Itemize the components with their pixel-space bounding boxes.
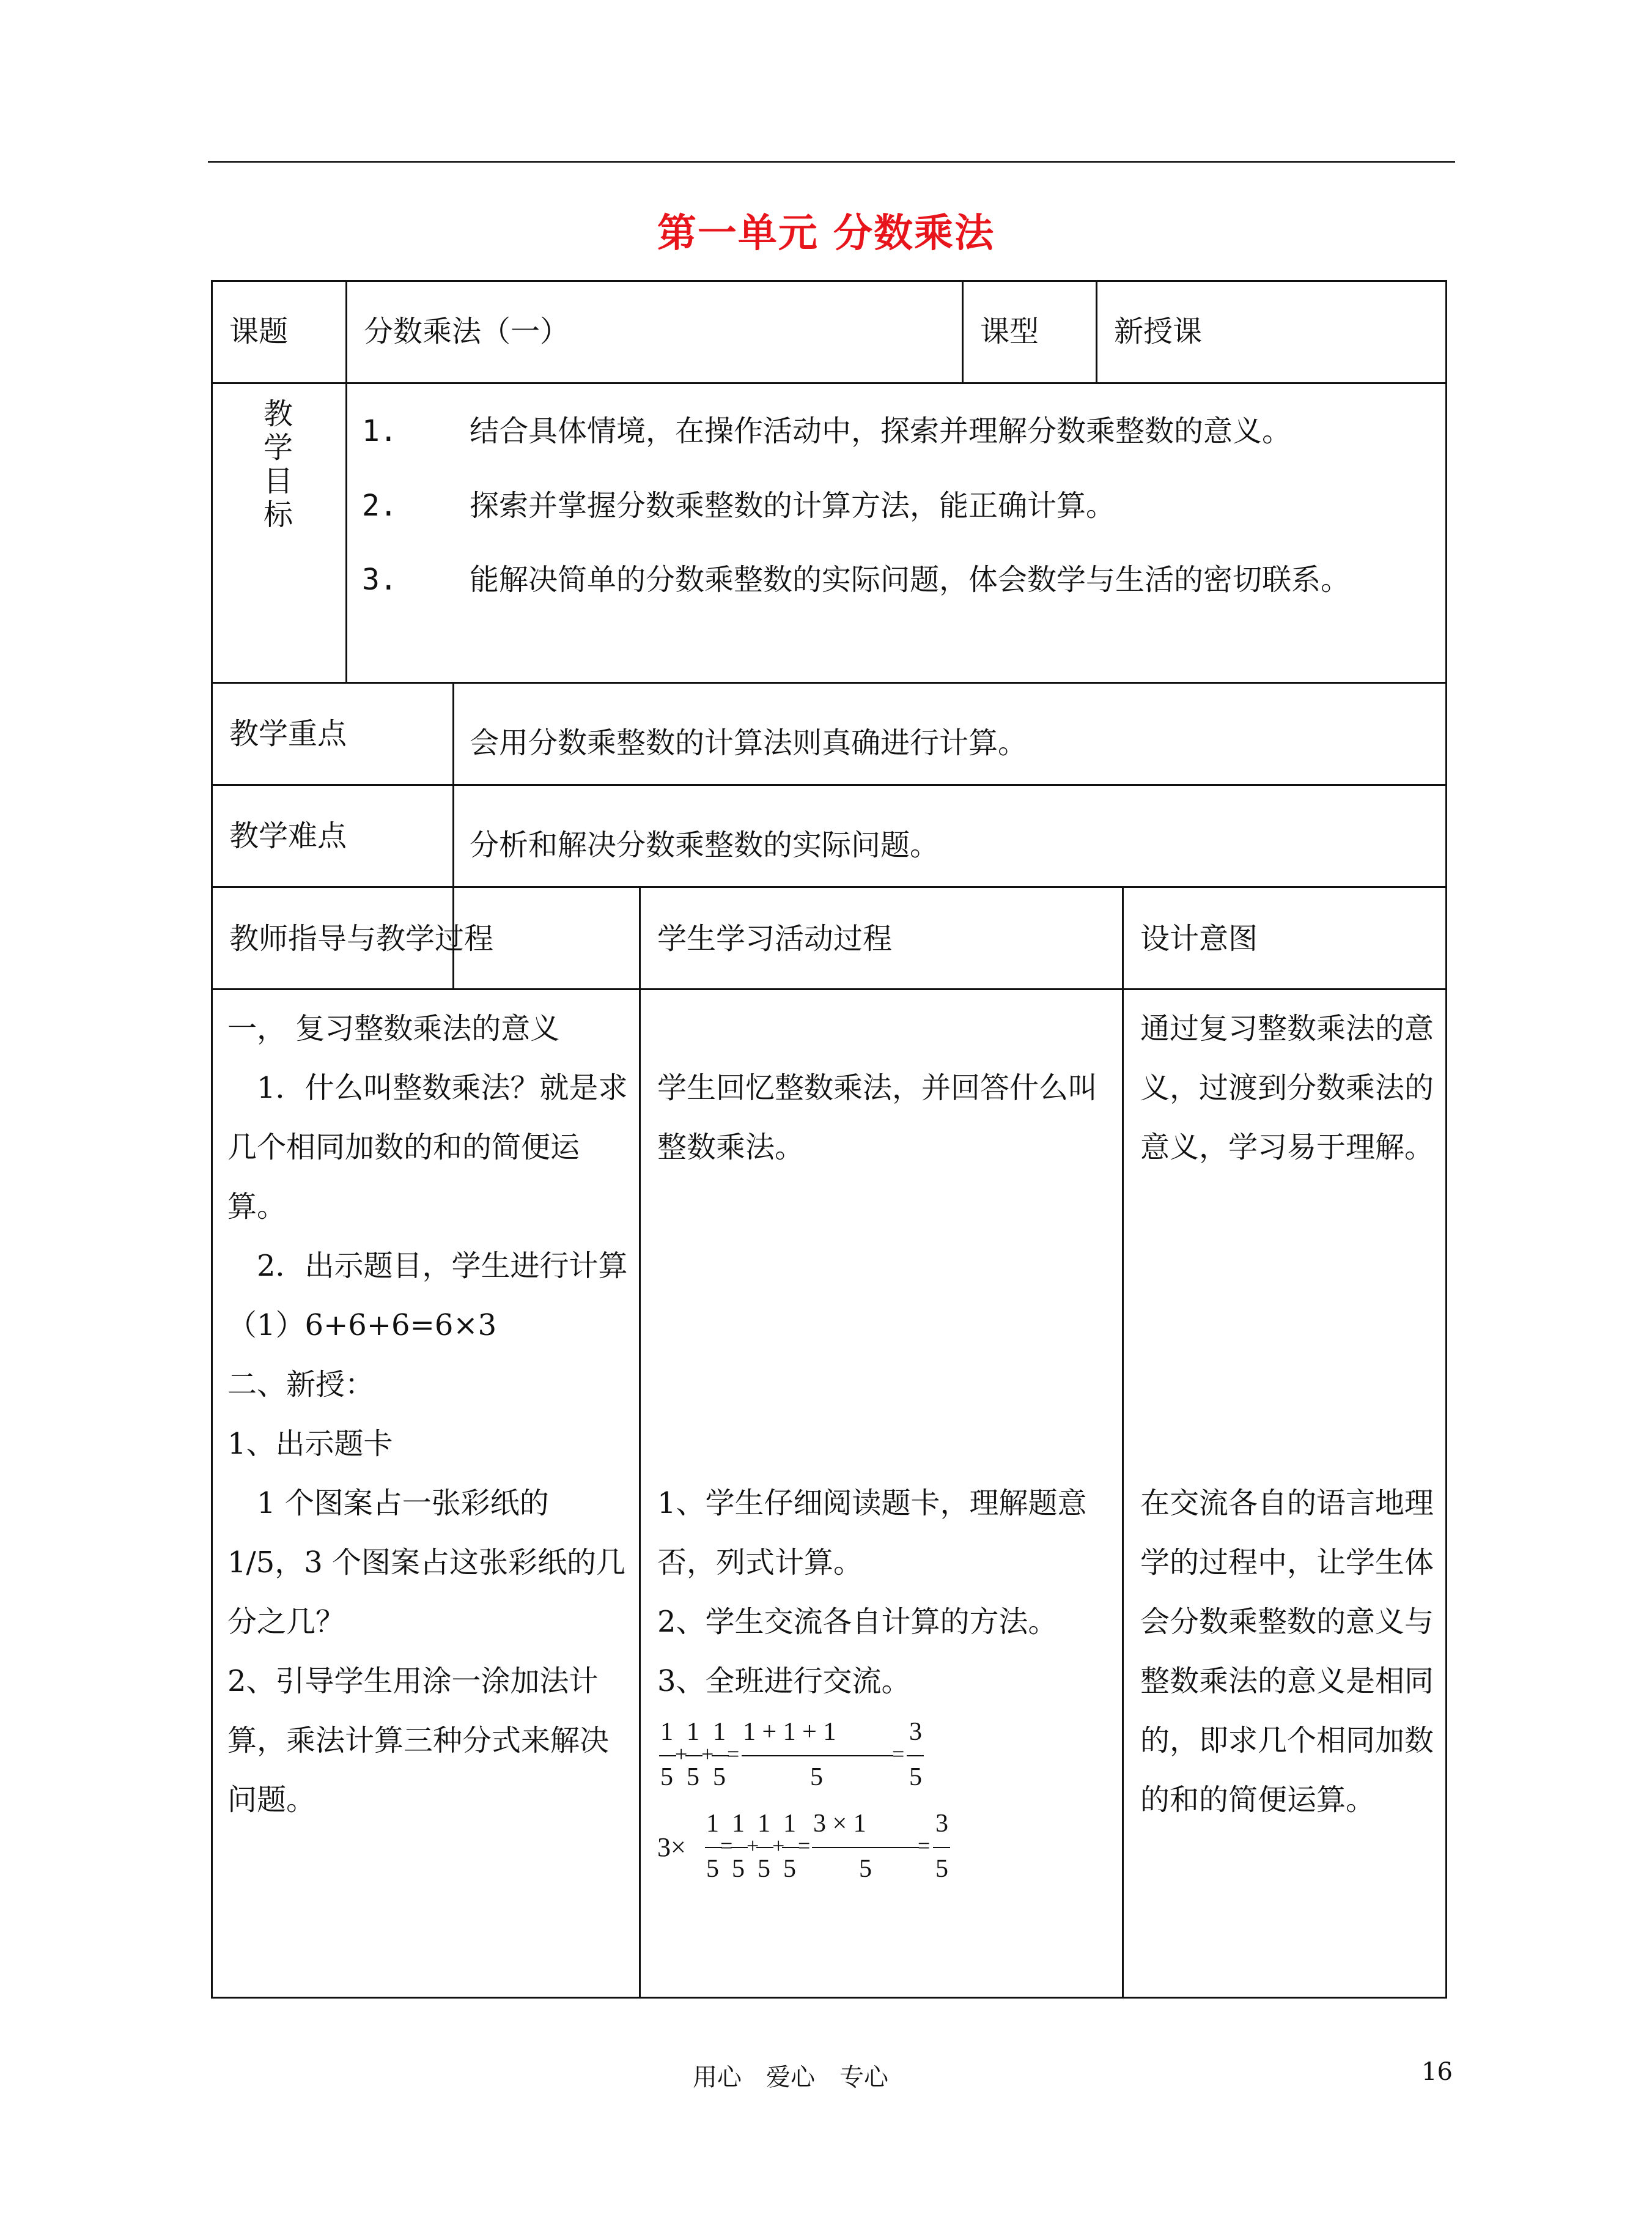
equals-sign: = [918,1833,931,1858]
fraction-numerator: 1 [783,1810,796,1838]
teacher-step: 1、出示题卡 [227,1427,393,1461]
table-rule [211,886,1447,888]
fraction-denominator: 5 [758,1855,770,1883]
fraction-bar [742,1755,893,1756]
fraction-bar [756,1847,773,1848]
fraction-bar [659,1755,676,1756]
teacher-step: 2、引导学生用涂一涂加法计算，乘法计算三种分式来解决问题。 [227,1664,610,1817]
fraction-denominator: 5 [859,1855,872,1883]
fraction-numerator: 1 [732,1810,745,1838]
student-step: 3、全班进行交流。 [657,1664,911,1698]
fraction-denominator: 5 [783,1855,796,1883]
addition-formula [657,1712,963,1810]
page-title: 第一单元 分数乘法 [657,210,995,256]
teacher-step: （1）6+6+6=6×3 [227,1308,497,1342]
table-rule [1096,280,1097,384]
teacher-step: 二、新授： [227,1367,375,1402]
table-rule [211,682,1447,684]
fraction-numerator: 1 [713,1718,726,1746]
difficult-point-label: 教学难点 [229,819,347,853]
student-step: 学生回忆整数乘法，并回答什么叫整数乘法。 [657,1071,1098,1164]
fraction-bar [685,1755,702,1756]
fraction-numerator: 1 [758,1810,770,1838]
fraction-bar [712,1755,729,1756]
fraction-denominator: 5 [706,1855,719,1883]
design-intent-header: 设计意图 [1140,922,1258,956]
multiplication-formula [657,1804,1024,1902]
table-border-bottom [211,1997,1447,1999]
topic-label: 课题 [229,314,289,349]
table-rule [1122,886,1124,1999]
table-rule [211,784,1447,786]
fraction-numerator: 3 × 1 [813,1810,866,1838]
header-rule [208,161,1455,163]
goal-number: 2. [362,489,397,523]
fraction-denominator: 5 [713,1763,726,1791]
fraction-denominator: 5 [810,1763,823,1791]
key-point-label: 教学重点 [229,717,347,751]
design-intent-content [1140,1474,1434,1830]
teacher-process-header: 教师指导与教学过程 [229,922,494,956]
table-rule [962,280,964,384]
goal-text: 探索并掌握分数乘整数的计算方法，能正确计算。 [470,489,1116,523]
fraction-numerator: 3 [909,1718,922,1746]
fraction-bar [705,1847,722,1848]
teacher-step: 1．什么叫整数乘法？就是求几个相同加数的和的简便运算。 [227,1071,628,1224]
plus-sign: + [701,1742,714,1766]
student-step: 2、学生交流各自计算的方法。 [657,1605,1058,1639]
difficult-point-value: 分析和解决分数乘整数的实际问题。 [470,828,940,862]
teacher-step: 一， 复习整数乘法的意义 [227,1012,560,1046]
plus-sign: + [772,1833,785,1858]
table-rule [639,886,641,1999]
plus-sign: + [747,1833,759,1858]
equals-sign: = [798,1833,811,1858]
fraction-bar [907,1755,924,1756]
fraction-bar [731,1847,748,1848]
fraction-numerator: 3 [935,1810,948,1838]
key-point-value: 会用分数乘整数的计算法则真确进行计算。 [470,726,1028,760]
table-rule [211,988,1447,990]
formula-prefix: 3× [657,1832,686,1862]
page-number: 16 [1422,2058,1453,2086]
fraction-denominator: 5 [660,1763,673,1791]
fraction-numerator: 1 + 1 + 1 [743,1718,836,1746]
equals-sign: = [727,1742,740,1766]
student-step: 1、学生仔细阅读题卡，理解题意否，列式计算。 [657,1486,1087,1580]
goals-label: 教学目标 [263,397,293,532]
fraction-denominator: 5 [732,1855,745,1883]
design-note: 在交流各自的语言地理学的过程中，让学生体会分数乘整数的意义与整数乘法的意义是相同的，即求几个相同加数的和的简便运算。 [1140,1486,1434,1817]
footer-motto: 用心 爱心 专心 [693,2063,888,2092]
student-process-content [657,1059,1116,1177]
equals-sign: = [892,1742,905,1766]
design-note: 通过复习整数乘法的意义，过渡到分数乘法的意义，学习易于理解。 [1140,1012,1434,1164]
design-intent-content [1140,999,1434,1177]
fraction-bar [933,1847,950,1848]
table-border-right [1445,280,1447,1999]
teacher-step: 1 个图案占一张彩纸的 1/5，3 个图案占这张彩纸的几分之几？ [227,1486,626,1639]
goal-text: 结合具体情境，在操作活动中，探索并理解分数乘整数的意义。 [470,414,1292,448]
fraction-denominator: 5 [909,1763,922,1791]
student-process-content [657,1474,1116,1711]
fraction-numerator: 1 [687,1718,699,1746]
teacher-process-content [227,999,631,1830]
fraction-bar [782,1847,799,1848]
student-process-header: 学生学习活动过程 [657,922,893,956]
table-border-left [211,280,213,1999]
goal-number: 3. [362,563,397,597]
fraction-denominator: 5 [687,1763,699,1791]
lesson-type-value: 新授课 [1114,314,1203,349]
table-rule [345,280,347,684]
table-border-top [211,280,1447,282]
teacher-step: 2．出示题目，学生进行计算 [227,1249,628,1283]
fraction-numerator: 1 [660,1718,673,1746]
equals-sign: = [720,1833,733,1858]
goal-number: 1. [362,414,397,448]
fraction-denominator: 5 [935,1855,948,1883]
goal-text: 能解决简单的分数乘整数的实际问题，体会数学与生活的密切联系。 [470,563,1351,597]
table-rule [211,382,1447,384]
lesson-type-label: 课型 [980,314,1039,349]
topic-value: 分数乘法（一） [364,314,570,349]
plus-sign: + [675,1742,688,1766]
fraction-bar [812,1847,919,1848]
fraction-numerator: 1 [706,1810,719,1838]
